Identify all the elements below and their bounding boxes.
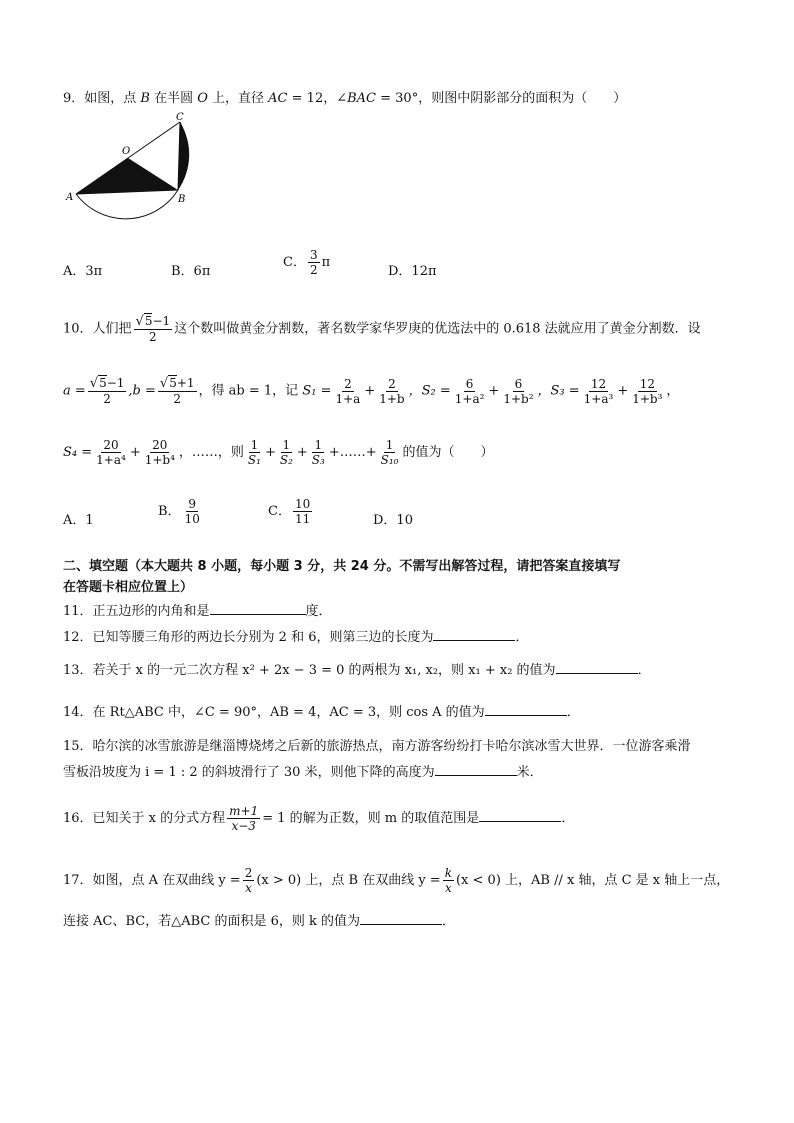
answer-blank-16[interactable] [479, 809, 561, 822]
question-14: 14．在 Rt△ABC 中，∠C = 90°，AB = 4，AC = 3，则 cos A 的值为 ． [63, 705, 580, 720]
q10-option-b[interactable]: B． $\frac{9}{10}$ [158, 497, 200, 526]
q10-option-a[interactable]: A．1 [63, 513, 94, 528]
answer-blank-13[interactable] [556, 661, 638, 674]
question-11: 11．正五边形的内角和是 度． [63, 604, 332, 619]
answer-blank-17[interactable] [360, 912, 442, 925]
section-2-title: 二、填空题（本大题共 8 小题，每小题 3 分，共 24 分。不需写出解答过程，请把答案直接填写 [63, 559, 621, 574]
label-B: B [178, 194, 186, 205]
q10-option-d[interactable]: D．10 [373, 513, 413, 528]
question-15-line2: 雪板沿坡度为 i = 1 : 2 的斜坡滑行了 30 米，则他下降的高度为 米． [63, 765, 543, 780]
question-9-stem: 9．如图，点 B 在半圆 O 上，直径 AC = 12，∠BAC = 30°，则图中阴影部分的面积为（ ） [63, 91, 627, 106]
question-10-line3: S₄ = $\frac{20}{\text{1+a⁴}}$ + $\frac{20}{\text{1+b⁴}}$ ，……，则 $\frac{1}{\text{S₁}}$ + $\frac{1}{\text{S₂}}$ + $\frac{1}{\text{S₃}}$ +……+ $\frac{1}{\text{S₁₀}}$ 的值为（ ） [63, 438, 494, 467]
section-2-title-cont: 在答题卡相应位置上） [63, 580, 194, 595]
answer-blank-12[interactable] [433, 628, 515, 641]
question-17-line1: 17．如图，点 A 在双曲线 y = $\frac{2}{x}$ (x > 0) 上，点 B 在双曲线 y = $\frac{k}{x}$ (x < 0) 上，AB // x 轴，点 C 是 x 轴上一点， [63, 866, 730, 895]
semicircle-figure [62, 112, 202, 224]
answer-blank-15[interactable] [435, 763, 517, 776]
label-O: O [122, 146, 131, 157]
answer-blank-14[interactable] [485, 703, 567, 716]
q10-option-c[interactable]: C． $\frac{10}{11}$ [268, 497, 311, 526]
q9-option-b[interactable]: B．6π [171, 264, 211, 279]
question-15-line1: 15．哈尔滨的冰雪旅游是继淄博烧烤之后新的旅游热点，南方游客纷纷打卡哈尔滨冰雪大世界．一位游客乘滑 [63, 739, 691, 754]
label-A: A [66, 192, 74, 203]
question-17-line2: 连接 AC、BC，若△ABC 的面积是 6，则 k 的值为 ． [63, 914, 456, 929]
question-16: 16．已知关于 x 的分式方程 $\frac{m+1}{x-3}$ = 1 的解为正数，则 m 的取值范围是 ． [63, 804, 575, 833]
q9-option-a[interactable]: A．3π [63, 264, 103, 279]
question-10-line1: 10．人们把 $\frac{√5-1}{2}$ 这个数叫做黄金分割数，著名数学家华罗庚的优选法中的 0.618 法就应用了黄金分割数．设 [63, 314, 701, 344]
q9-option-d[interactable]: D．12π [388, 264, 437, 279]
question-13: 13．若关于 x 的一元二次方程 x² + 2x − 3 = 0 的两根为 x₁, x₂，则 x₁ + x₂ 的值为 ． [63, 663, 651, 678]
q9-option-c[interactable]: C． $\frac{3}{2}$ π [283, 248, 331, 277]
question-10-line2: a = $\frac{√5-1}{2}$ ,b = $\frac{√5+1}{2}$ ，得 ab = 1，记 S₁ = $\frac{2}{1+a}$ + $\frac{2}{1+b}$ ，S₂ = $\frac{6}{\text{1+a²}}$ + $\frac{6}{\text{1+b²}}$ ，S₃ = $\frac{12}{\text{1+a³}}$ + $\frac{12}{\text{1+b³}}$ ， [63, 376, 680, 406]
answer-blank-11[interactable] [210, 602, 306, 615]
label-C: C [176, 112, 184, 123]
question-12: 12．已知等腰三角形的两边长分别为 2 和 6，则第三边的长度为 ． [63, 630, 529, 645]
